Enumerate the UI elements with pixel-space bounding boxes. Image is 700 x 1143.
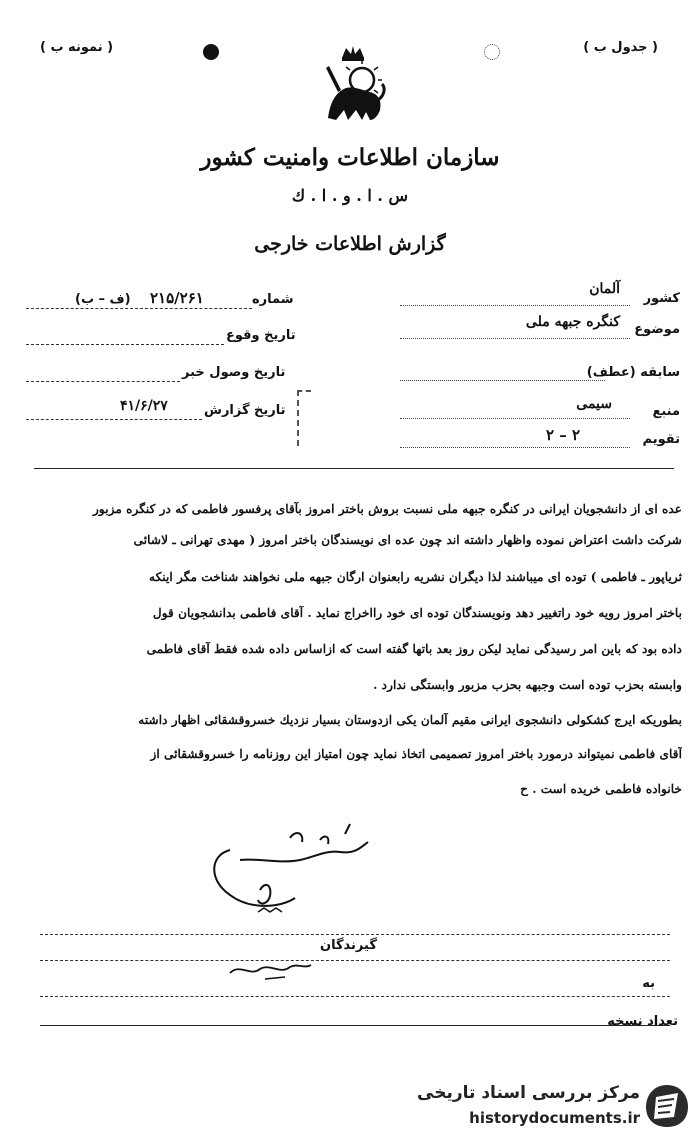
number-suffix: (ف – ب) (75, 292, 131, 307)
report-date-value: ۴۱/۶/۲۷ (120, 398, 168, 414)
rating-label: تقویم (642, 432, 680, 447)
number-label: شماره (252, 292, 294, 307)
table-type-label: ( جدول ب ) (583, 40, 658, 55)
number-value: ۲۱۵/۲۶۱ (150, 289, 204, 307)
stamp-bracket-top (297, 390, 311, 392)
subject-value: کنگره جبهه ملی (525, 314, 620, 330)
rating-value: ۲ – ۲ (545, 426, 580, 444)
initials-scribble (225, 955, 315, 985)
country-dots (400, 305, 630, 306)
country-value: آلمان (589, 281, 620, 297)
source-label: منبع (652, 404, 680, 419)
header-separator (34, 468, 674, 469)
number-dashes (26, 308, 252, 309)
punch-hole-mark-faint (484, 44, 500, 60)
reference-label: سابقه (عطف) (586, 365, 680, 380)
receipt-date-dashes (26, 381, 180, 382)
watermark-name: مرکز بررسی اسناد تاریخی (417, 1083, 640, 1103)
source-dots (400, 418, 630, 419)
body-line-3: ثریاپور ـ فاطمی ) توده ای میباشند لذا دیگران نشریه رابعنوان ارگان جبهه ملی نخواهند شناخت مگر اینکه (149, 570, 682, 584)
watermark (402, 1075, 692, 1137)
footer-dashes-3 (40, 996, 670, 997)
subject-dots (400, 338, 630, 339)
body-line-8: آقای فاطمی نمیتواند درمورد باختر امروز تصمیمی اتخاذ نماید چون امتیاز این روزنامه را خسروقشقائی از (150, 747, 682, 761)
body-line-1: عده ای از دانشجویان ایرانی در کنگره جبهه ملی نسبت بروش باختر امروز بآقای پرفسور فاطمی که در کنگره مزبور (93, 502, 682, 516)
body-line-5: داده بود که باین امر رسیدگی نماید لیکن روز بعد باتها گفته است که ازاساس داده شده فقط آقای فاطمی (146, 642, 682, 656)
footer-dashes-2 (40, 960, 670, 961)
body-line-9: خانواده فاطمی خریده است . ح (520, 782, 682, 796)
body-line-4: باختر امروز رویه خود راتغییر دهد ونویسندگان توده ای خود رااخراج نماید . آقای فاطمی بدانشجویان قول (152, 606, 682, 620)
handwritten-signature (200, 820, 380, 920)
source-value: سیمی (576, 396, 612, 412)
stamp-bracket-mark (297, 390, 313, 446)
copies-label: تعداد نسخه (607, 1014, 678, 1029)
form-type-label: ( نمونه ب ) (40, 40, 114, 55)
rating-dots (400, 447, 630, 448)
event-date-label: تاریخ وقوع (226, 328, 296, 343)
to-label: به (642, 976, 655, 991)
event-date-dashes (26, 344, 224, 345)
country-label: کشور (643, 291, 680, 306)
organization-code: س . ا . و . ا . ك (291, 186, 409, 205)
organization-title: سازمان اطلاعات وامنیت کشور (200, 144, 500, 171)
body-line-7: بطوریکه ایرج کشکولی دانشجوی ایرانی مقیم آلمان یکی ازدوستان بسیار نزدیك خسروقشقائی اظهار داشته (138, 713, 682, 727)
footer-dashes-1 (40, 934, 670, 935)
report-date-label: تاریخ گزارش (204, 403, 286, 418)
punch-hole-mark (203, 44, 219, 60)
lion-and-sun-emblem (318, 40, 388, 128)
report-date-dashes (26, 419, 202, 420)
body-line-2: شرکت داشت اعتراض نموده واظهار داشته اند چون عده ای نویسندگان باختر امروز ( مهدی تهرانی ـ لاشائی (133, 533, 682, 547)
subject-label: موضوع (634, 322, 680, 337)
reference-dots (400, 380, 605, 381)
report-title: گزارش اطلاعات خارجی (254, 233, 446, 255)
receipt-date-label: تاریخ وصول خبر (182, 365, 286, 380)
watermark-url: historydocuments.ir (469, 1109, 640, 1127)
watermark-logo-icon (644, 1081, 690, 1131)
footer-separator (40, 1025, 670, 1026)
body-line-6: وابسته بحزب توده است وجبهه بحزب مزبور وابستگی ندارد . (373, 678, 682, 692)
distributors-label: گیرندگان (320, 938, 377, 953)
